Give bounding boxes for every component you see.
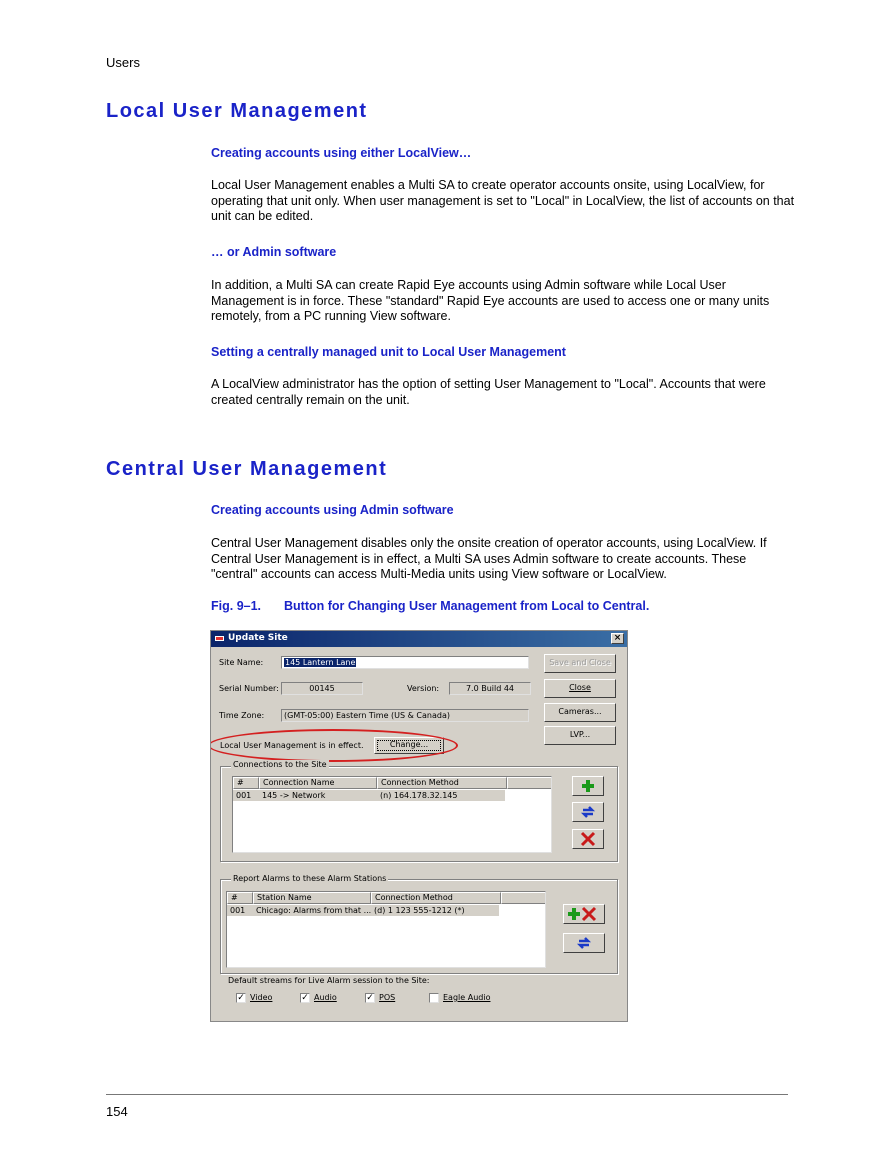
refresh-connection-button[interactable] — [572, 802, 604, 822]
row-number: 001 — [230, 906, 246, 915]
pos-checkbox-label: POS — [379, 993, 396, 1002]
save-and-close-button[interactable]: Save and Close — [544, 654, 616, 673]
default-streams-label: Default streams for Live Alarm session to the Site: — [228, 976, 430, 985]
figure-caption — [211, 599, 649, 613]
delete-x-icon — [573, 830, 603, 848]
column-header-connection-method[interactable]: Connection Method — [371, 892, 501, 904]
row-connection-method: (n) 164.178.32.145 — [380, 791, 458, 800]
running-header: Users — [106, 55, 140, 70]
app-icon — [215, 636, 224, 641]
column-header-station-name[interactable]: Station Name — [253, 892, 371, 904]
refresh-station-button[interactable] — [563, 933, 605, 953]
serial-number-label: Serial Number: — [219, 684, 279, 693]
row-connection-name: 145 -> Network — [262, 791, 326, 800]
subheading-centrally-managed: Setting a centrally managed unit to Local User Management — [211, 345, 566, 359]
version-label: Version: — [407, 684, 440, 693]
close-button[interactable]: Close — [544, 679, 616, 698]
audio-checkbox-label: Audio — [314, 993, 337, 1002]
alarm-stations-list[interactable] — [226, 891, 546, 968]
eagle-audio-checkbox[interactable] — [429, 993, 439, 1003]
row-number: 001 — [236, 791, 252, 800]
time-zone-field[interactable]: (GMT-05:00) Eastern Time (US & Canada) — [281, 709, 529, 722]
paragraph-central-1: Central User Management disables only the onsite creation of operator accounts, using LocalView. If Central User Management is in effect, a Multi SA uses Admin software to create accounts. These "central" accounts can access Multi-Media units using View software or LocalView. — [211, 536, 767, 581]
lvp-button[interactable]: LVP... — [544, 726, 616, 745]
figure-caption-text: Button for Changing User Management from Local to Central. — [284, 599, 650, 613]
serial-number-field: 00145 — [281, 682, 363, 695]
video-checkbox[interactable]: ✓ — [237, 993, 245, 1003]
footer-rule — [106, 1094, 788, 1095]
add-connection-button[interactable] — [572, 776, 604, 796]
figure-number: Fig. 9–1. — [211, 599, 262, 613]
delete-connection-button[interactable] — [572, 829, 604, 849]
central-user-management-heading: Central User Management — [106, 458, 388, 480]
plus-icon — [573, 777, 603, 795]
dialog-titlebar — [211, 631, 627, 647]
local-user-management-heading: Local User Management — [106, 100, 368, 122]
cameras-button[interactable]: Cameras... — [544, 703, 616, 722]
row-connection-method: (d) 1 123 555-1212 (*) — [374, 906, 465, 915]
refresh-icon — [573, 803, 603, 821]
column-header-connection-method[interactable]: Connection Method — [377, 777, 507, 789]
user-management-status: Local User Management is in effect. — [220, 741, 364, 750]
add-remove-station-button[interactable] — [563, 904, 605, 924]
change-user-management-button[interactable]: Change... — [374, 737, 444, 754]
paragraph-local-1: Local User Management enables a Multi SA to create operator accounts onsite, using LocalView, for operating that unit only. When user management is set to "Local" in LocalView, the list of accounts on that unit can be edited. — [211, 178, 795, 223]
eagle-audio-checkbox-label: Eagle Audio — [443, 993, 491, 1002]
dialog-title: Update Site — [228, 633, 288, 643]
subheading-localview: Creating accounts using either LocalView… — [211, 146, 472, 160]
update-site-dialog — [210, 630, 628, 1022]
paragraph-local-3: A LocalView administrator has the option of setting User Management to "Local". Accounts that were created centrally remain on the unit. — [211, 377, 766, 407]
column-header-number[interactable]: # — [233, 777, 259, 789]
connections-group-label: Connections to the Site — [233, 760, 327, 769]
refresh-icon — [564, 934, 604, 952]
column-header-blank — [501, 892, 546, 904]
highlight-ellipse — [210, 729, 458, 762]
video-checkbox-label: Video — [250, 993, 273, 1002]
site-name-input[interactable]: 145 Lantern Lane — [281, 656, 529, 669]
audio-checkbox[interactable]: ✓ — [301, 993, 309, 1003]
column-header-connection-name[interactable]: Connection Name — [259, 777, 377, 789]
connections-list[interactable] — [232, 776, 552, 853]
subheading-central-admin: Creating accounts using Admin software — [211, 503, 454, 517]
site-name-label: Site Name: — [219, 658, 264, 667]
subheading-admin-software: … or Admin software — [211, 245, 337, 259]
column-header-number[interactable]: # — [227, 892, 253, 904]
paragraph-local-2: In addition, a Multi SA can create Rapid Eye accounts using Admin software while Local User Management is in force. These "standard" Rapid Eye accounts are used to access one or many units remotely, from a PC running View software. — [211, 278, 770, 323]
pos-checkbox[interactable]: ✓ — [366, 993, 374, 1003]
page-number: 154 — [106, 1104, 128, 1119]
version-field: 7.0 Build 44 — [449, 682, 531, 695]
close-icon[interactable]: × — [611, 633, 624, 644]
row-station-name: Chicago: Alarms from that ... — [256, 906, 371, 915]
time-zone-label: Time Zone: — [219, 711, 265, 720]
column-header-blank — [507, 777, 552, 789]
alarm-stations-group-label: Report Alarms to these Alarm Stations — [233, 874, 387, 883]
plus-x-icon — [564, 905, 604, 923]
